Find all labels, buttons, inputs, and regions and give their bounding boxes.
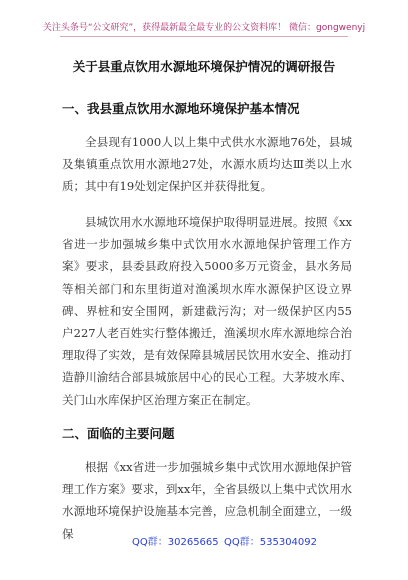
header-divider [60,36,348,37]
section-heading-1: 一、我县重点饮用水源地环境保护基本情况 [62,101,300,116]
footer-qq-group-2: QQ群：535304092 [224,537,318,548]
footer-qq-group-1: QQ群：30265665 [132,537,219,548]
paragraph-1: 全县现有1000人以上集中式供水水源地76处，县城及集镇重点饮用水源地27处，水源水质均达Ⅲ类以上水质；其中有19处划定保护区并获得批复。 [62,135,352,194]
header-banner: 关注头条号“公文研究”，获得最新最全最专业的公文资料库！ 微信：gongwenyj [42,23,366,33]
section-heading-2: 二、面临的主要问题 [62,426,175,441]
paragraph-3: 根据《xx省进一步加强城乡集中式饮用水源地保护管理工作方案》要求，到xx年，全省县级以上集中式饮用水水源地环境保护设施基本完善，应急机制全面建立，一级保 [62,460,352,541]
paragraph-2: 县城饮用水水源地环境保护取得明显进展。按照《xx省进一步加强城乡集中式饮用水水源地保护管理工作方案》要求，县委县政府投入5000多万元资金，县水务局等相关部门和东里街道对渔溪坝水库水源保护区设立界碑、界桩和安全围网，新建截污沟；对一级保护区内55户227人老百姓实行整体搬迁，渔溪坝水库水源地综合治理取得了实效，是有效保障县城居民饮用水安全、推动打造静川渝结合部县城旅居中心的民心工程。大茅坡水库、关门山水库保护区治理方案正在制定。 [62,215,352,407]
document-title: 关于县重点饮用水源地环境保护情况的调研报告 [72,59,336,74]
